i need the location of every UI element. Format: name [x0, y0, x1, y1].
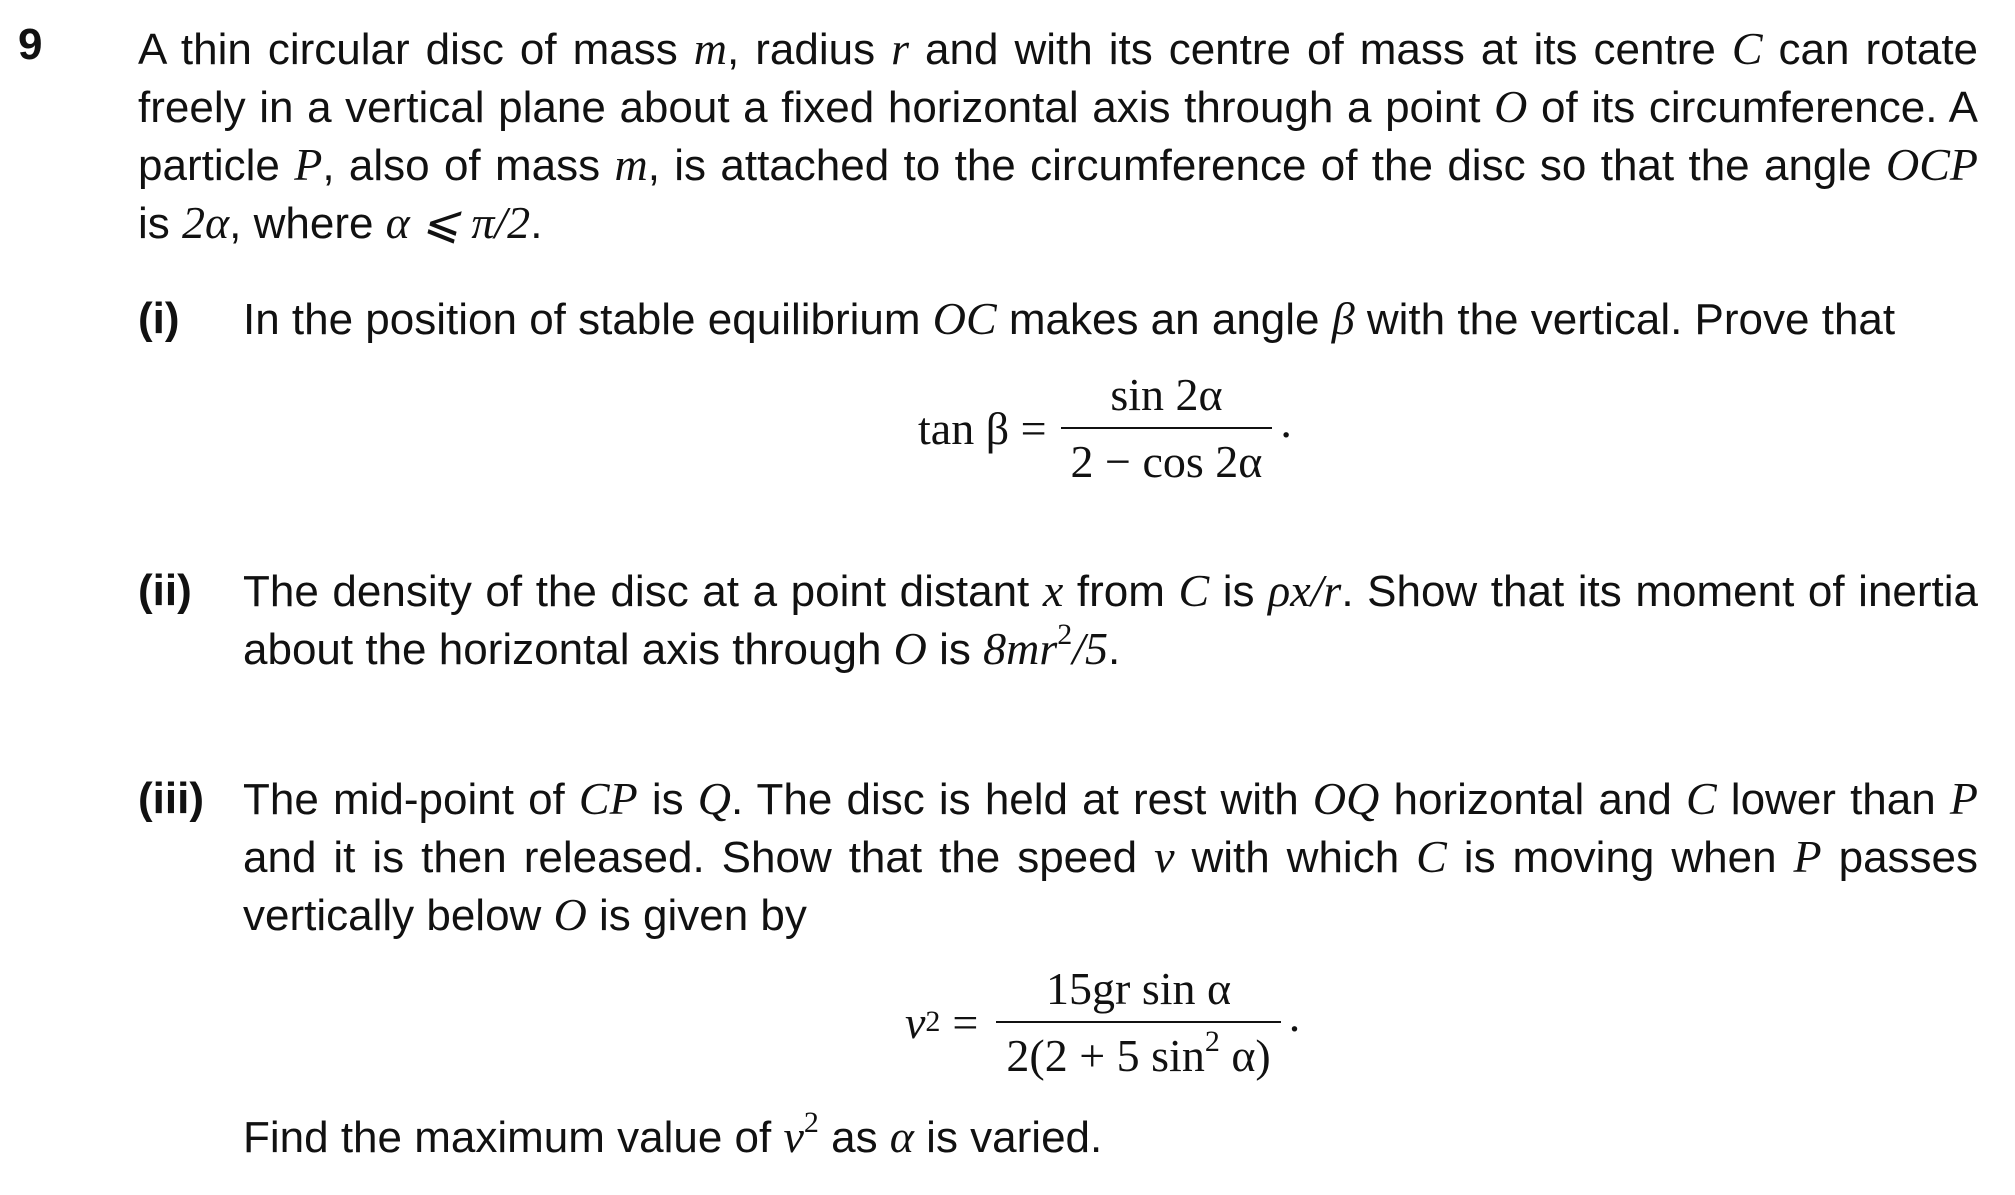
intro-text: can rotate freely in a vertical plane about a fixed horizontal axis through a point	[138, 25, 1979, 132]
intro-text: A thin circular disc of mass	[138, 25, 694, 74]
math-m: m	[614, 139, 648, 190]
math-alpha: α	[889, 1111, 914, 1162]
intro-text: and with its centre of mass at its centre	[909, 25, 1732, 74]
math-OCP: OCP	[1886, 139, 1978, 190]
part-iii-text-span: . The disc is held at rest with	[730, 775, 1313, 824]
intro-text: is	[138, 199, 182, 248]
math-C: C	[1178, 565, 1210, 616]
part-iii-text-span: with which	[1174, 833, 1417, 882]
math-m: m	[693, 23, 728, 74]
part-iii-text-span: is moving when	[1446, 833, 1794, 882]
part-iii-text	[243, 770, 1978, 944]
math-P: P	[1949, 773, 1978, 824]
final-text: is varied.	[913, 1113, 1103, 1162]
math-Q: Q	[697, 773, 731, 824]
math-C: C	[1685, 773, 1717, 824]
part-i-label: (i)	[138, 294, 180, 343]
math-OQ: OQ	[1312, 773, 1380, 824]
eq-lhs-var: v	[905, 996, 926, 1048]
question-number: 9	[18, 20, 43, 69]
math-superscript: 2	[1204, 1025, 1220, 1058]
intro-text: , radius	[727, 25, 892, 74]
fraction-numerator: sin 2α	[1110, 369, 1223, 420]
part-iii-text-span: and it is then released. Show that the speed	[243, 833, 1155, 882]
math-v: v	[783, 1111, 804, 1162]
part-i-text-span: makes an angle	[996, 295, 1332, 344]
math-r: r	[891, 23, 910, 74]
fraction	[996, 962, 1280, 1082]
fraction-denominator	[996, 1023, 1280, 1082]
eq-period: .	[1288, 989, 1301, 1041]
part-iii-final	[243, 1108, 1978, 1166]
math-v: v	[1154, 831, 1175, 882]
math-beta: β	[1331, 293, 1355, 344]
den-part: 2(2 + 5 sin	[1006, 1030, 1205, 1081]
part-iii-text-span: is	[637, 775, 698, 824]
math-x: x	[1042, 565, 1064, 616]
math-OC: OC	[932, 293, 997, 344]
part-iii-text-span: lower than	[1716, 775, 1950, 824]
eq-equals: =	[952, 996, 979, 1048]
math-2alpha: 2α	[182, 197, 230, 248]
part-iii-label: (iii)	[138, 774, 204, 823]
part-ii-text	[243, 562, 1978, 678]
part-ii-text-span: is	[1209, 567, 1269, 616]
part-i-text-span: In the position of stable equilibrium	[243, 295, 933, 344]
part-ii-text-span: from	[1063, 567, 1179, 616]
intro-text: , where	[229, 199, 386, 248]
equation-v-squared: v 2 = $\frac{\text{15gr sin α}}{2(2 + 5 \sin^2 \alpha)}$ .	[905, 963, 1301, 1081]
part-ii-label: (ii)	[138, 566, 192, 615]
math-O: O	[893, 623, 927, 674]
final-text: Find the maximum value of	[243, 1113, 784, 1162]
final-text: as	[818, 1113, 890, 1162]
intro-text: of its circumference. A particle	[138, 83, 1978, 190]
math-CP: CP	[578, 773, 638, 824]
eq-lhs: tan β =	[918, 402, 1047, 454]
equation-tan-beta	[918, 368, 1292, 488]
math-inertia-denominator: /5	[1072, 623, 1109, 674]
math-O: O	[553, 889, 587, 940]
fraction-denominator: 2 − cos 2α	[1070, 436, 1263, 487]
part-iii-text-span: horizontal and	[1379, 775, 1686, 824]
eq-period: .	[1280, 395, 1292, 447]
math-density: ρx/r	[1268, 565, 1342, 616]
math-O: O	[1494, 81, 1528, 132]
part-i-text-span: with the vertical. Prove that	[1354, 295, 1896, 344]
math-superscript: 2	[1057, 618, 1073, 651]
intro-text: , is attached to the circumference of the disc so that the angle	[647, 141, 1886, 190]
intro-text: , also of mass	[322, 141, 615, 190]
part-iii-text-span: passes vertically below	[243, 833, 1979, 940]
math-alpha-bound: α ⩽ π/2	[385, 197, 531, 248]
den-part: α)	[1219, 1030, 1271, 1081]
intro-text: .	[530, 199, 543, 248]
math-P: P	[1793, 831, 1822, 882]
question-intro	[138, 20, 1978, 252]
part-ii-text-span: .	[1108, 625, 1121, 674]
part-ii-text-span: . Show that its moment of inertia about the horizontal axis through	[243, 567, 1979, 674]
math-superscript: 2	[803, 1106, 819, 1139]
part-ii-text-span: is	[926, 625, 984, 674]
math-P: P	[294, 139, 323, 190]
part-ii-text-span: The density of the disc at a point distant	[243, 567, 1043, 616]
fraction	[1061, 368, 1273, 488]
math-C: C	[1416, 831, 1447, 882]
math-inertia: 8mr	[983, 623, 1058, 674]
fraction-numerator: 15gr sin α	[1046, 963, 1232, 1014]
part-iii-text-span: is given by	[586, 891, 807, 940]
part-iii-text-span: The mid-point of	[243, 775, 579, 824]
part-i-text	[243, 290, 1978, 348]
math-C: C	[1731, 23, 1763, 74]
